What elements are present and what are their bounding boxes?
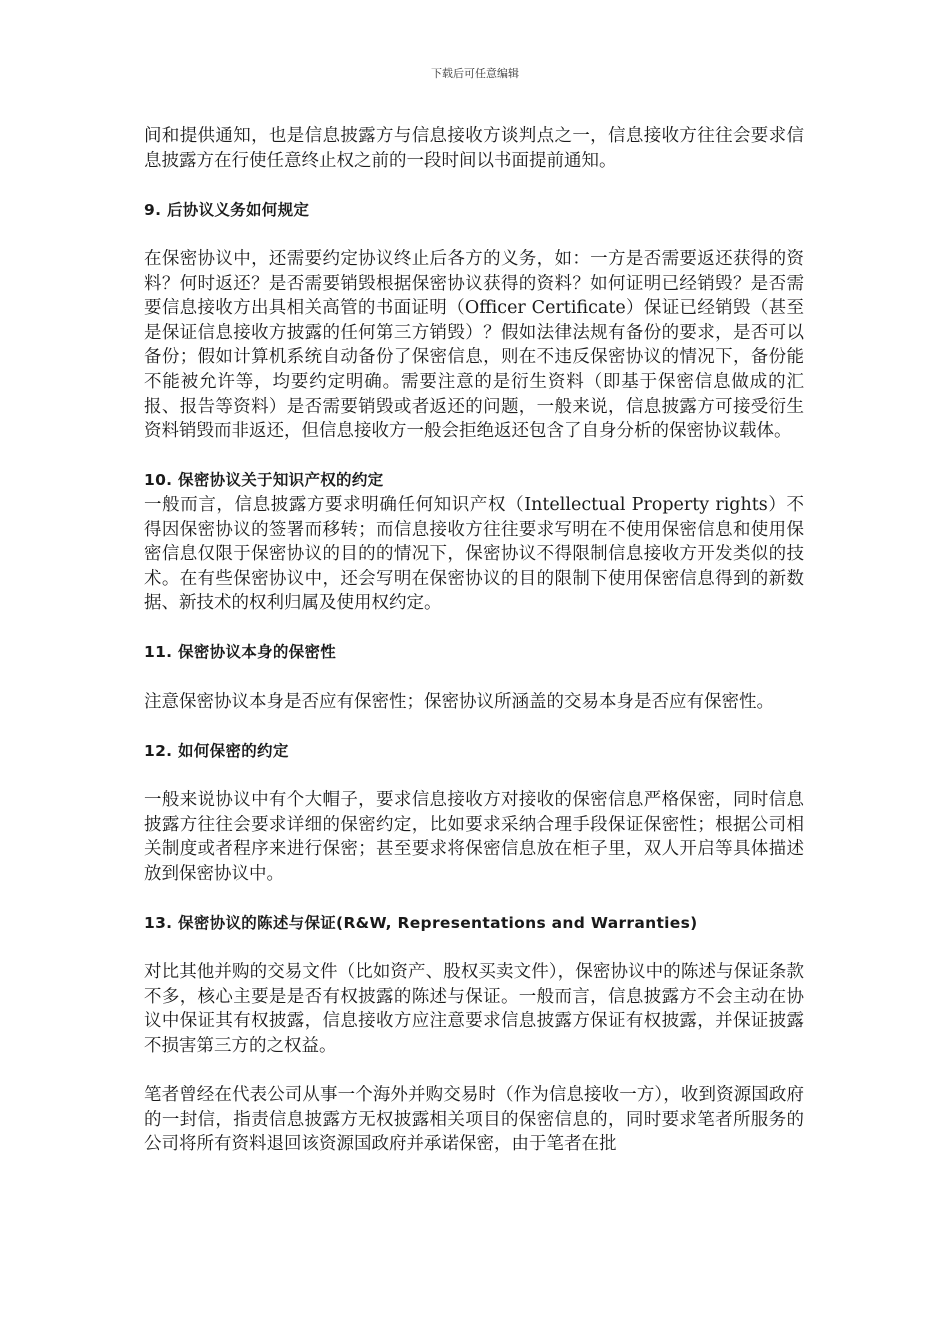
section-11-heading: 11. 保密协议本身的保密性 xyxy=(144,643,337,662)
document-body xyxy=(144,124,804,1157)
section-13-paragraph-1: 对比其他并购的交易文件（比如资产、股权买卖文件），保密协议中的陈述与保证条款不多，核心主要是是否有权披露的陈述与保证。一般而言，信息披露方不会主动在协议中保证其有权披露，信息接收方应注意要求信息披露方保证有权披露，并保证披露不损害第三方的之权益。 xyxy=(144,962,804,1056)
section-12-heading: 12. 如何保密的约定 xyxy=(144,741,289,760)
section-10-heading: 10. 保密协议关于知识产权的约定 xyxy=(144,471,384,490)
section-13-paragraph-2: 笔者曾经在代表公司从事一个海外并购交易时（作为信息接收一方），收到资源国政府的一封信，指责信息披露方无权披露相关项目的保密信息的，同时要求笔者所服务的公司将所有资料退回该资源国政府并承诺保密，由于笔者在批 xyxy=(144,1085,804,1155)
section-13-heading: 13. 保密协议的陈述与保证(R&W, Representations and Warranties) xyxy=(144,914,698,932)
intro-paragraph: 间和提供通知，也是信息披露方与信息接收方谈判点之一，信息接收方往往会要求信息披露方在行使任意终止权之前的一段时间以书面提前通知。 xyxy=(144,126,804,171)
section-9-heading: 9. 后协议义务如何规定 xyxy=(144,200,310,219)
section-10-paragraph: 一般而言，信息披露方要求明确任何知识产权（Intellectual Property rights）不得因保密协议的签署而移转；而信息接收方往往要求写明在不使用保密信息和使用保密信息仅限于保密协议的目的的情况下，保密协议不得限制信息接收方开发类似的技术。在有些保密协议中，还会写明在保密协议的目的限制下使用保密信息得到的新数据、新技术的权利归属及使用权约定。 xyxy=(144,494,804,614)
page-header: 下载后可任意编辑 xyxy=(431,67,519,80)
section-9-paragraph: 在保密协议中，还需要约定协议终止后各方的义务，如：一方是否需要返还获得的资料？何时返还？是否需要销毁根据保密协议获得的资料？如何证明已经销毁？是否需要信息接收方出具相关高管的书面证明（Officer Certificate）保证已经销毁（甚至是保证信息接收方披露的任何第三方销毁）？假如法律法规有备份的要求，是否可以备份；假如计算机系统自动备份了保密信息，则在不违反保密协议的情况下，备份能不能被允许等，均要约定明确。需要注意的是衍生资料（即基于保密信息做成的汇报、报告等资料）是否需要销毁或者返还的问题，一般来说，信息披露方可接受衍生资料销毁而非返还，但信息接收方一般会拒绝返还包含了自身分析的保密协议载体。 xyxy=(144,248,804,442)
section-11-paragraph: 注意保密协议本身是否应有保密性；保密协议所涵盖的交易本身是否应有保密性。 xyxy=(144,691,774,712)
section-12-paragraph: 一般来说协议中有个大帽子，要求信息接收方对接收的保密信息严格保密，同时信息披露方往往会要求详细的保密约定，比如要求采纳合理手段保证保密性；根据公司相关制度或者程序来进行保密；甚至要求将保密信息放在柜子里，双人开启等具体描述放到保密协议中。 xyxy=(144,790,804,884)
